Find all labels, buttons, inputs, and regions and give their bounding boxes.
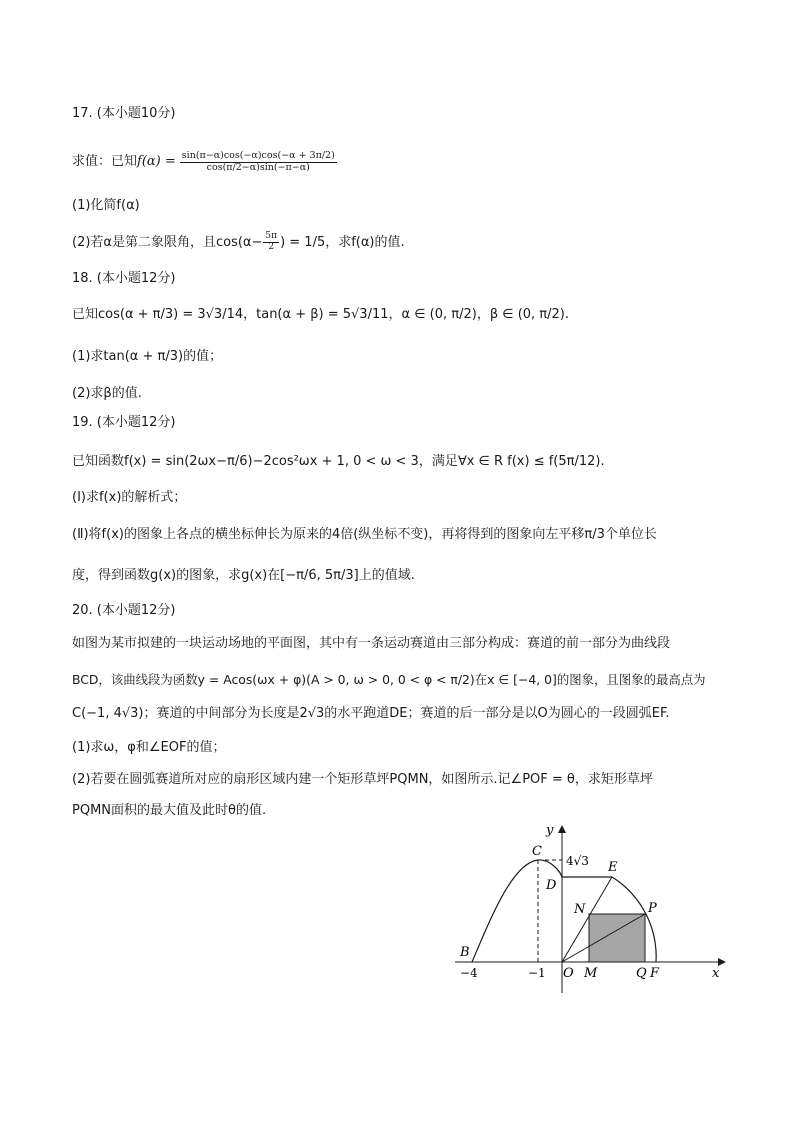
q17-prompt [72, 144, 338, 180]
label-y: y [546, 823, 554, 838]
label-f: F [650, 966, 660, 981]
q17-numerator: sin(π−α)cos(−α)cos(−α + 3π/2) [181, 150, 335, 162]
label-q: Q [636, 966, 647, 981]
q20-line2: BCD，该曲线段为函数y = Acos(ωx + φ)(A > 0, ω > 0, 0 < φ < π/2)在x ∈ [−4, 0]的图象，且图象的最高点为 [72, 672, 706, 687]
lawn-rectangle [589, 914, 645, 962]
q20-line3: C(−1, 4√3)；赛道的中间部分为长度是2√3的水平跑道DE；赛道的后一部分是以O为圆心的一段圆弧EF. [72, 706, 670, 721]
label-c-height: 4√3 [566, 854, 589, 868]
label-x: x [712, 966, 720, 981]
q19-part2-line2: 度，得到函数g(x)的图象，求g(x)在[−π/6, 5π/3]上的值域. [72, 568, 415, 583]
q20-part1: (1)求ω，φ和∠EOF的值； [72, 740, 226, 755]
label-e: E [608, 860, 618, 875]
q17-prompt-prefix: 求值：已知 [72, 154, 138, 169]
q17-part1: (1)化简f(α) [72, 198, 140, 213]
y-axis-arrow [558, 825, 566, 833]
label-m: M [584, 966, 598, 981]
q18-part2: (2)求β的值. [72, 386, 142, 401]
q19-given: 已知函数f(x) = sin(2ωx−π/6)−2cos²ωx + 1, 0 < ω < 3，满足∀x ∈ R f(x) ≤ f(5π/12). [72, 454, 605, 469]
q17-fa: f(α) = [137, 154, 176, 169]
q20-part2-line1: (2)若要在圆弧赛道所对应的扇形区域内建一个矩形草坪PQMN，如图所示.记∠POF = θ，求矩形草坪 [72, 772, 653, 787]
x-axis-arrow [718, 958, 726, 966]
label-minus1: −1 [528, 966, 546, 980]
q17-part2-a: (2)若α是第二象限角，且cos(α− [72, 234, 263, 250]
q17-part2-b: ) = 1/5，求f(α)的值. [280, 234, 405, 250]
q18-part1: (1)求tan(α + π/3)的值； [72, 349, 223, 364]
label-b: B [460, 945, 470, 960]
q18-header: 18. (本小题12分) [72, 271, 176, 286]
label-n: N [574, 902, 586, 917]
q20-line1: 如图为某市拟建的一块运动场地的平面图，其中有一条运动赛道由三部分构成：赛道的前一部分为曲线段 [72, 636, 671, 651]
curve-bcd [472, 860, 562, 962]
q17-fraction [180, 151, 337, 173]
q18-given: 已知cos(α + π/3) = 3√3/14，tan(α + β) = 5√3/11，α ∈ (0, π/2)，β ∈ (0, π/2). [72, 307, 569, 322]
track-figure [450, 815, 740, 1000]
q20-header: 20. (本小题12分) [72, 603, 176, 618]
label-p: P [648, 901, 657, 916]
label-d: D [546, 878, 557, 893]
q17-part2 [72, 232, 405, 253]
label-c: C [532, 844, 542, 859]
q19-part1: (Ⅰ)求f(x)的解析式； [72, 490, 187, 505]
label-o: O [563, 966, 574, 981]
q17-five-pi-over-two: $\frac{5\pi}{2}$ [265, 231, 278, 252]
q20-part2-line2: PQMN面积的最大值及此时θ的值. [72, 803, 267, 818]
q19-header: 19. (本小题12分) [72, 415, 176, 430]
label-minus4: −4 [460, 966, 478, 980]
q17-header: 17. (本小题10分) [72, 106, 176, 121]
q17-denominator: cos(π/2−α)sin(−π−α) [206, 161, 310, 173]
q19-part2-line1: (Ⅱ)将f(x)的图象上各点的横坐标伸长为原来的4倍(纵坐标不变)，再将得到的图象向左平移π/3个单位长 [72, 527, 657, 542]
